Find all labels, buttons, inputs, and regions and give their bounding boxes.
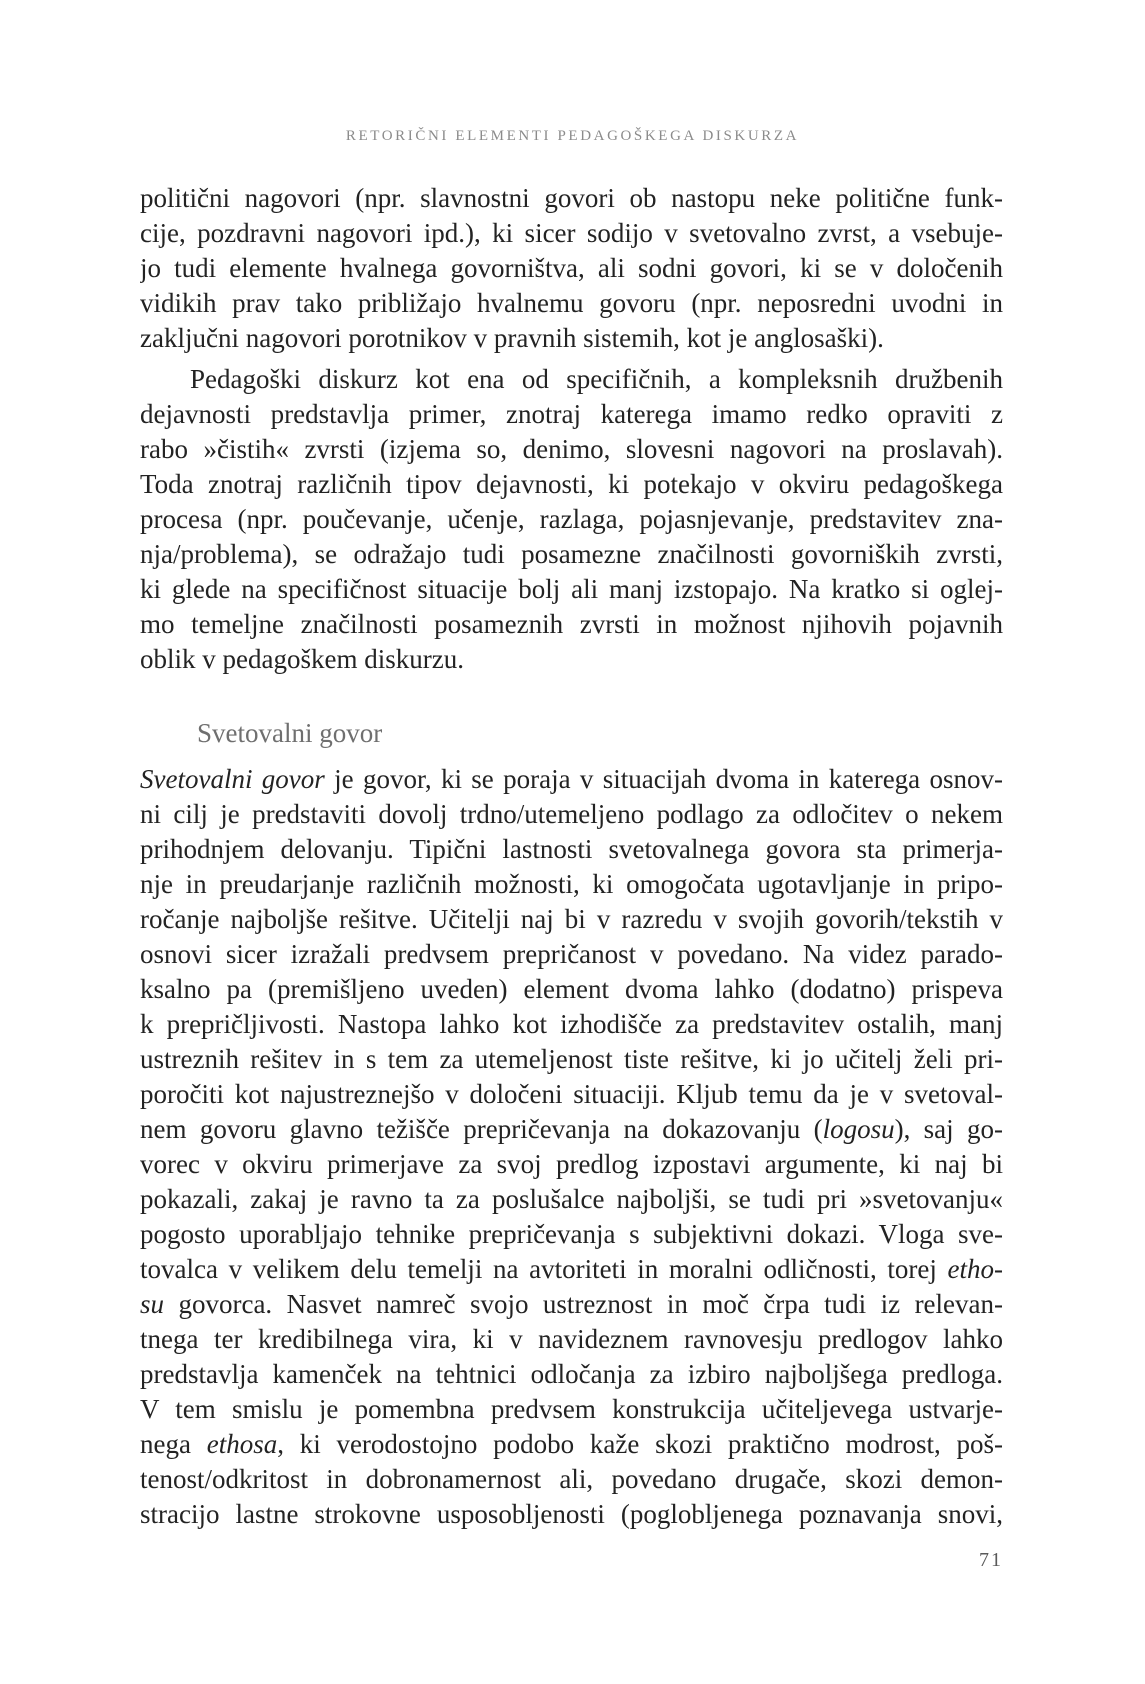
- text-line: prihodnjem delovanju. Tipični lastnosti svetovalnega govora sta primerja-: [140, 834, 1003, 864]
- text-line: tnega ter kredibilnega vira, ki v navideznem ravnovesju predlogov lahko: [140, 1324, 1003, 1354]
- text-line: ksalno pa (premišljeno uveden) element dvoma lahko (dodatno) prispeva: [140, 974, 1003, 1004]
- text-line: pogosto uporabljajo tehnike prepričevanja s subjektivni dokazi. Vloga sve-: [140, 1219, 1003, 1249]
- page-number: 71: [979, 1549, 1003, 1571]
- section-heading: Svetovalni govor: [197, 718, 383, 748]
- text-line: tenost/odkritost in dobronamernost ali, povedano drugače, skozi demon-: [140, 1464, 1003, 1494]
- text-line: stracijo lastne strokovne usposobljenosti (poglobljenega poznavanja snovi,: [140, 1499, 1003, 1529]
- text-line: Toda znotraj različnih tipov dejavnosti, ki potekajo v okviru pedagoškega: [140, 469, 1003, 499]
- text-line: Pedagoški diskurz kot ena od specifičnih, a kompleksnih družbenih: [190, 364, 1003, 394]
- text-line: rabo »čistih« zvrsti (izjema so, denimo, slovesni nagovori na proslavah).: [140, 434, 1003, 464]
- text-line: cije, pozdravni nagovori ipd.), ki sicer sodijo v svetovalno zvrst, a vsebuje-: [140, 218, 1003, 248]
- text-line: osnovi sicer izražali predvsem prepričanost v povedano. Na videz parado-: [140, 939, 1003, 969]
- text-line: ki glede na specifičnost situacije bolj ali manj izstopajo. Na kratko si oglej-: [140, 574, 1003, 604]
- text-line: mo temeljne značilnosti posameznih zvrsti in možnost njihovih pojavnih: [140, 609, 1003, 639]
- emphasis-text: etho-: [947, 1254, 1003, 1284]
- text-line: ročanje najboljše rešitve. Učitelji naj bi v razredu v svojih govorih/tekstih v: [140, 904, 1003, 934]
- text-line: oblik v pedagoškem diskurzu.: [140, 644, 464, 674]
- text-line: pokazali, zakaj je ravno ta za poslušalce najboljši, se tudi pri »svetovanju«: [140, 1184, 1003, 1214]
- text-block: [140, 181, 1003, 1532]
- text-line: nega ethosa, ki verodostojno podobo kaže skozi praktično modrost, poš-: [140, 1429, 1003, 1459]
- text-line: dejavnosti predstavlja primer, znotraj katerega imamo redko opraviti z: [140, 399, 1003, 429]
- text-line: ustreznih rešitev in s tem za utemeljenost tiste rešitve, ki jo učitelj želi pri-: [140, 1044, 1003, 1074]
- text-line: ni cilj je predstaviti dovolj trdno/utemeljeno podlago za odločitev o nekem: [140, 799, 1003, 829]
- running-head: RETORIČNI ELEMENTI PEDAGOŠKEGA DISKURZA: [345, 128, 800, 144]
- text-line: predstavlja kamenček na tehtnici odločanja za izbiro najboljšega predloga.: [140, 1359, 1003, 1389]
- emphasis-text: Svetovalni govor: [140, 764, 325, 794]
- emphasis-text: ethosa: [206, 1429, 278, 1459]
- text-line: nem govoru glavno težišče prepričevanja na dokazovanju (logosu), saj go-: [140, 1114, 1003, 1144]
- text-line: politični nagovori (npr. slavnostni govori ob nastopu neke politične funk-: [140, 183, 1003, 213]
- body-paragraph: [140, 362, 1003, 677]
- text-line: zaključni nagovori porotnikov v pravnih sistemih, kot je anglosaški).: [140, 323, 884, 353]
- text-line: poročiti kot najustreznejšo v določeni situaciji. Kljub temu da je v svetoval-: [140, 1079, 1003, 1109]
- emphasis-text: su: [140, 1289, 165, 1319]
- text-line: tovalca v velikem delu temelji na avtoriteti in moralni odličnosti, torej etho-: [140, 1254, 1003, 1284]
- body-paragraph: [140, 762, 1003, 1532]
- text-line: jo tudi elemente hvalnega govorništva, ali sodni govori, ki se v določenih: [140, 253, 1003, 283]
- body-paragraph: [140, 181, 1003, 356]
- text-line: Svetovalni govor je govor, ki se poraja v situacijah dvoma in katerega osnov-: [140, 764, 1003, 794]
- emphasis-text: logosu: [822, 1114, 895, 1144]
- text-line: k prepričljivosti. Nastopa lahko kot izhodišče za predstavitev ostalih, manj: [140, 1009, 1003, 1039]
- text-line: V tem smislu je pomembna predvsem konstrukcija učiteljevega ustvarje-: [140, 1394, 1003, 1424]
- text-line: nja/problema), se odražajo tudi posamezne značilnosti govorniških zvrsti,: [140, 539, 1003, 569]
- text-line: procesa (npr. poučevanje, učenje, razlaga, pojasnjevanje, predstavitev zna-: [140, 504, 1003, 534]
- text-line: vorec v okviru primerjave za svoj predlog izpostavi argumente, ki naj bi: [140, 1149, 1003, 1179]
- text-line: su govorca. Nasvet namreč svojo ustreznost in moč črpa tudi iz relevan-: [140, 1289, 1003, 1319]
- text-line: nje in preudarjanje različnih možnosti, ki omogočata ugotavljanje in pripo-: [140, 869, 1003, 899]
- text-line: vidikih prav tako približajo hvalnemu govoru (npr. neposredni uvodni in: [140, 288, 1003, 318]
